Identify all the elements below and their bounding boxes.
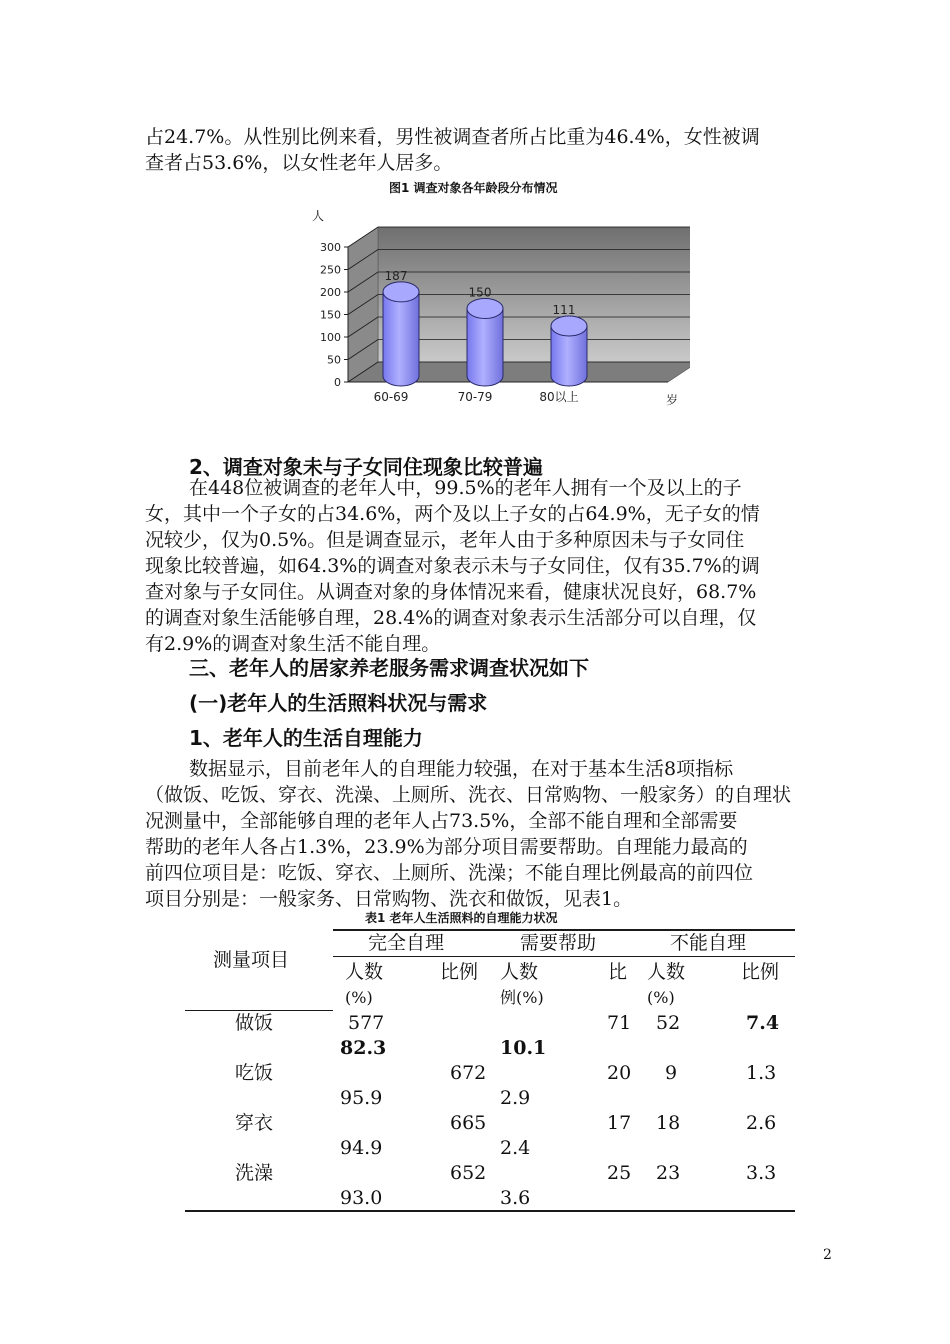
cell-value: 2.4 (500, 1137, 531, 1159)
x-axis-unit-label: 岁 (666, 393, 679, 407)
subheader-g1-pct: (%) (345, 988, 373, 1007)
cell-value: 2.9 (500, 1087, 531, 1109)
row-item: 做饭 (235, 1012, 274, 1034)
subheader-g1-count: 人数 (345, 961, 384, 983)
cell-value: 7.4 (746, 1012, 780, 1034)
subheader-g3-ratio: 比例 (741, 961, 780, 983)
bar-top-80以上 (551, 316, 587, 336)
y-axis-unit-label: 人 (312, 209, 325, 223)
cell-value: 9 (665, 1062, 678, 1084)
cell-value: 2.6 (746, 1112, 777, 1134)
heading-3: 三、老年人的居家养老服务需求调查状况如下 (189, 656, 589, 680)
figure1-caption: 图1 调查对象各年龄段分布情况 (389, 181, 558, 195)
cell-value: 18 (656, 1112, 681, 1134)
cell-value: 95.9 (340, 1087, 383, 1109)
section3-line-3: 况测量中，全部能够自理的老年人占73.5%，全部不能自理和全部需要 (145, 810, 738, 832)
intro-line-2: 查者占53.6%，以女性老年人居多。 (145, 152, 453, 174)
section3-line-2: （做饭、吃饭、穿衣、洗澡、上厕所、洗衣、日常购物、一般家务）的自理状 (145, 784, 792, 806)
subheader-g1-ratio: 比例 (440, 961, 479, 983)
bar-70-79 (467, 309, 503, 387)
chart-svg (290, 198, 690, 413)
bar-top-70-79 (467, 299, 503, 319)
heading-3-1: (一)老年人的生活照料状况与需求 (189, 691, 488, 715)
table-group-rule (333, 956, 795, 957)
cell-value: 17 (607, 1112, 632, 1134)
page-number: 2 (823, 1247, 832, 1263)
cell-value: 10.1 (500, 1037, 547, 1059)
table1-caption: 表1 老年人生活照料的自理能力状况 (365, 911, 558, 925)
y-tick-label: 100 (320, 331, 341, 344)
subheader-g2-count: 人数 (500, 961, 539, 983)
section2-line-6: 的调查对象生活能够自理，28.4%的调查对象表示生活部分可以自理，仅 (145, 607, 757, 629)
cell-value: 1.3 (746, 1062, 777, 1084)
table-item-rule (185, 1010, 333, 1011)
cell-value: 71 (607, 1012, 632, 1034)
subheader-g2-ratio: 比 (608, 961, 628, 983)
subheader-g3-count: 人数 (647, 961, 686, 983)
data-label: 187 (384, 268, 408, 283)
cell-value: 3.3 (746, 1162, 777, 1184)
section3-line-5: 前四位项目是：吃饭、穿衣、上厕所、洗澡；不能自理比例最高的前四位 (145, 862, 754, 884)
y-tick-label: 200 (320, 286, 341, 299)
cell-value: 52 (656, 1012, 681, 1034)
section2-heading: 2、调查对象未与子女同住现象比较普遍 (189, 455, 543, 479)
section3-line-1: 数据显示，目前老年人的自理能力较强，在对于基本生活8项指标 (189, 758, 734, 780)
data-label: 150 (468, 285, 492, 300)
age-distribution-chart (290, 198, 690, 413)
section2-line-4: 现象比较普遍，如64.3%的调查对象表示未与子女同住，仅有35.7%的调 (145, 555, 760, 577)
y-tick-label: 300 (320, 241, 341, 254)
group-header-needs-help: 需要帮助 (520, 932, 597, 954)
y-tick-label: 50 (327, 353, 341, 367)
subheader-g2-pct: 例(%) (500, 988, 544, 1007)
section2-line-5: 查对象与子女同住。从调查对象的身体情况来看，健康状况良好，68.7% (145, 581, 757, 603)
col-item-header: 测量项目 (213, 949, 290, 971)
cell-value: 25 (607, 1162, 632, 1184)
section2-line-1: 在448位被调查的老年人中，99.5%的老年人拥有一个及以上的子 (189, 477, 742, 499)
cell-value: 94.9 (340, 1137, 383, 1159)
subheader-g3-pct: (%) (647, 988, 675, 1007)
section3-line-6: 项目分别是：一般家务、日常购物、洗衣和做饭，见表1。 (145, 888, 633, 910)
cell-value: 652 (450, 1162, 487, 1184)
cell-value: 3.6 (500, 1187, 531, 1209)
table-top-rule (333, 929, 795, 931)
y-tick-label: 0 (334, 376, 341, 389)
x-tick-label: 80以上 (539, 390, 579, 404)
section2-line-2: 女，其中一个子女的占34.6%，两个及以上子女的占64.9%，无子女的情 (145, 503, 760, 525)
heading-3-1-1: 1、老年人的生活自理能力 (189, 726, 423, 750)
y-tick-label: 250 (320, 263, 341, 277)
row-item: 穿衣 (235, 1112, 274, 1134)
self-care-table (185, 926, 795, 1214)
cell-value: 20 (607, 1062, 632, 1084)
x-tick-label: 70-79 (457, 390, 493, 404)
cell-value: 23 (656, 1162, 681, 1184)
cell-value: 577 (348, 1012, 385, 1034)
y-tick-label: 150 (320, 308, 341, 322)
bar-top-60-69 (383, 282, 419, 302)
cell-value: 93.0 (340, 1187, 383, 1209)
row-item: 吃饭 (235, 1062, 274, 1084)
intro-line-1: 占24.7%。从性别比例来看，男性被调查者所占比重为46.4%，女性被调 (145, 126, 760, 148)
section2-line-7: 有2.9%的调查对象生活不能自理。 (145, 633, 441, 655)
cell-value: 672 (450, 1062, 487, 1084)
group-header-unable: 不能自理 (670, 932, 747, 954)
section2-line-3: 况较少，仅为0.5%。但是调查显示，老年人由于多种原因未与子女同住 (145, 529, 745, 551)
bar-60-69 (383, 292, 419, 386)
x-tick-label: 60-69 (373, 390, 409, 404)
group-header-full-self-care: 完全自理 (368, 932, 445, 954)
cell-value: 665 (450, 1112, 487, 1134)
table-bottom-rule (185, 1210, 795, 1212)
data-label: 111 (552, 303, 576, 318)
row-item: 洗澡 (235, 1162, 274, 1184)
cell-value: 82.3 (340, 1037, 387, 1059)
section3-line-4: 帮助的老年人各占1.3%，23.9%为部分项目需要帮助。自理能力最高的 (145, 836, 748, 858)
